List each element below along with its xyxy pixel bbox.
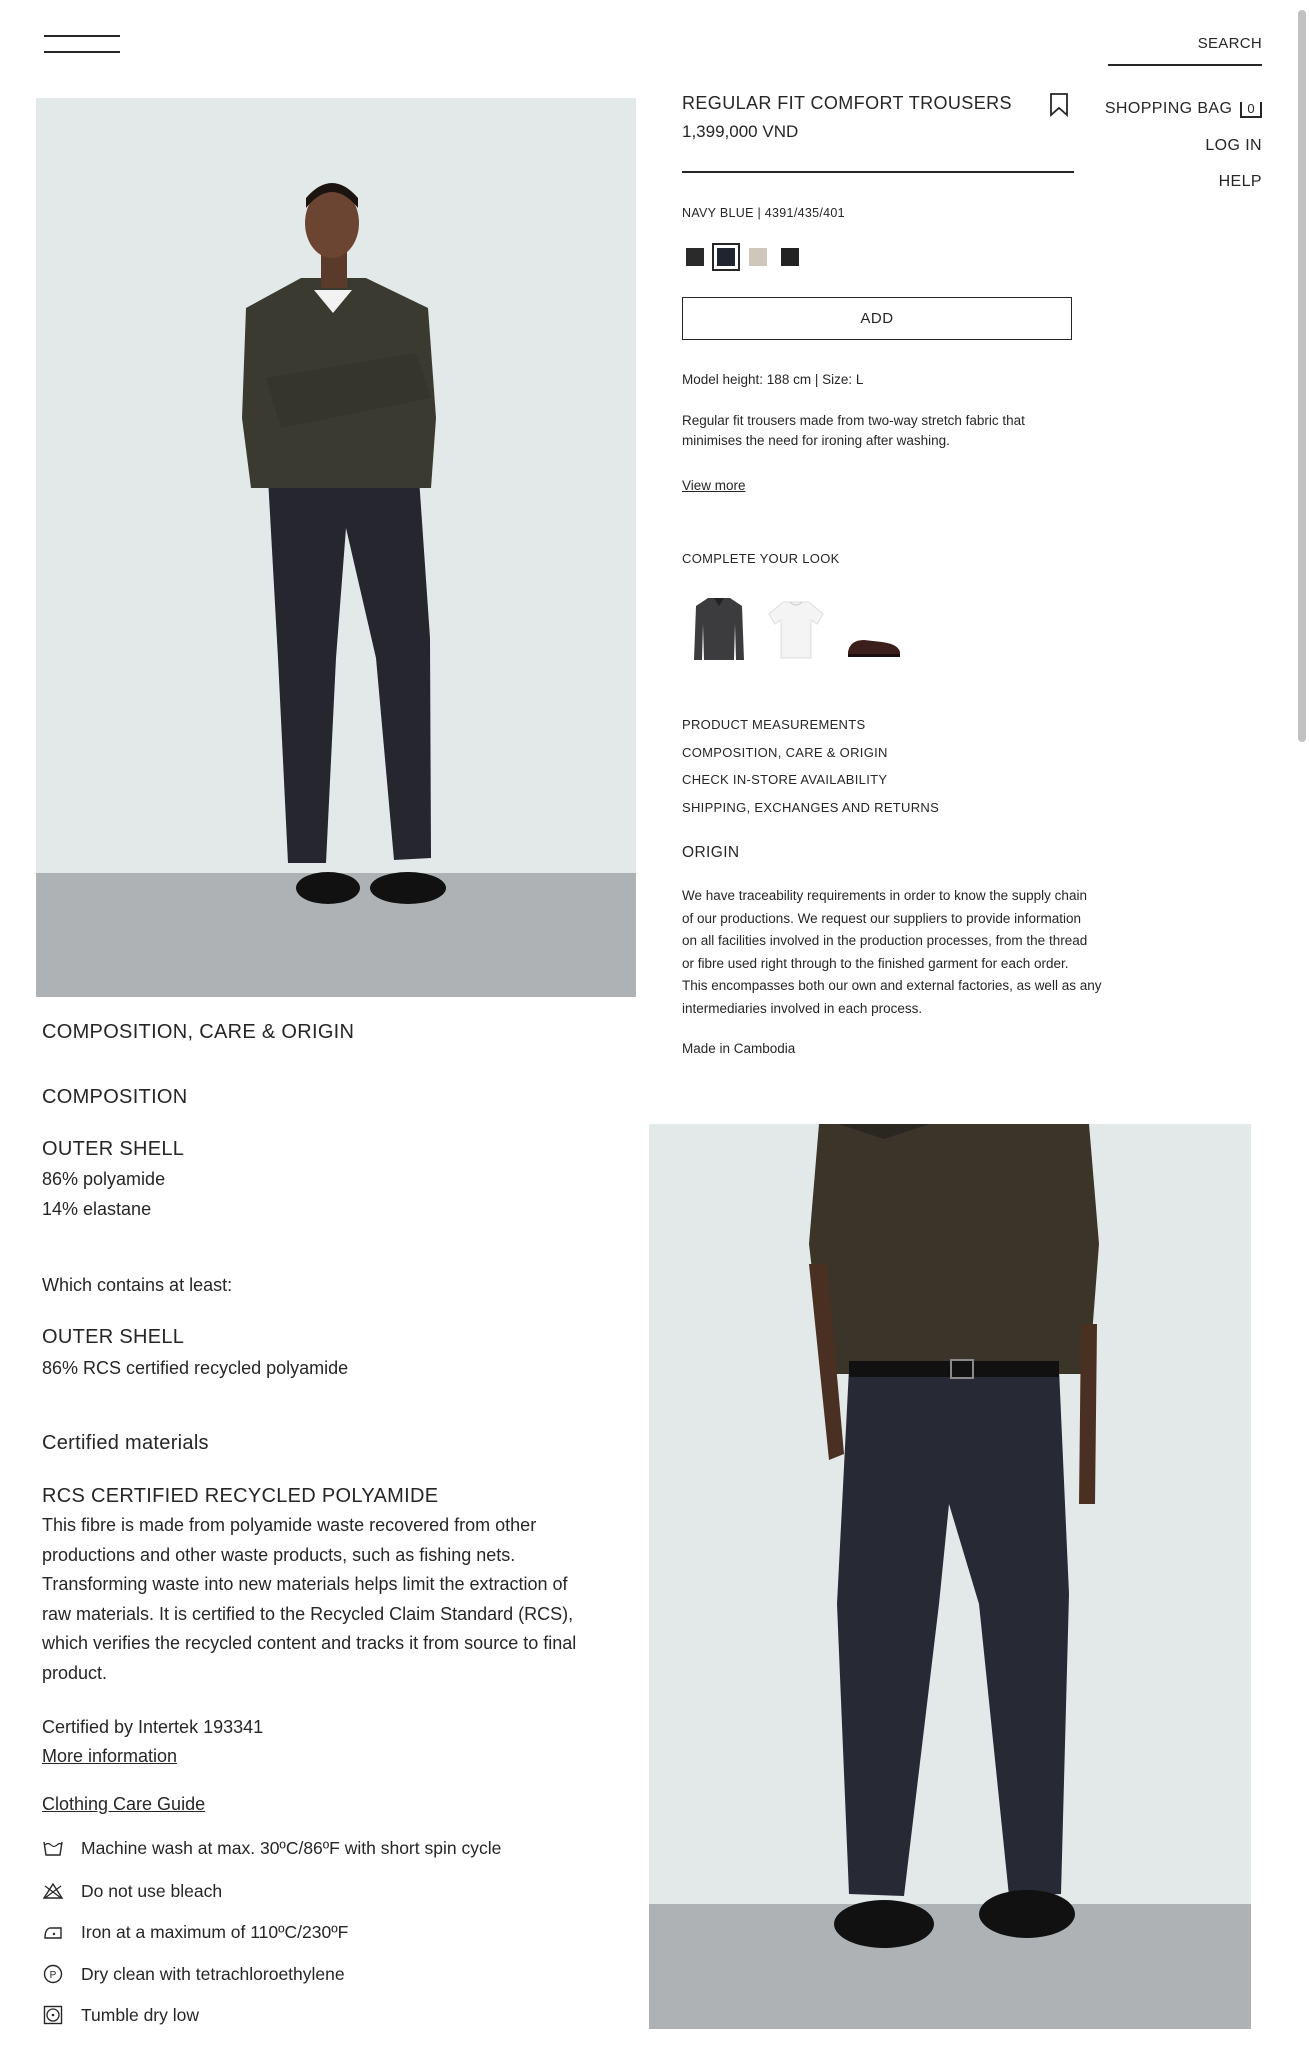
composition-heading: COMPOSITION (42, 1086, 188, 1108)
rcs-heading: RCS CERTIFIED RECYCLED POLYAMIDE (42, 1485, 439, 1507)
login-link[interactable]: LOG IN (1205, 137, 1262, 154)
composition-line-polyamide: 86% polyamide (42, 1169, 166, 1189)
origin-line: or fibre used right through to the finished garment for each order. (682, 955, 1069, 971)
origin-line: of our productions. We request our suppliers to provide information (682, 910, 1081, 926)
accordion-composition-care-origin[interactable]: COMPOSITION, CARE & ORIGIN (682, 745, 888, 760)
rcs-line: raw materials. It is certified to the Recycled Claim Standard (RCS), (42, 1603, 574, 1624)
search-field[interactable] (1108, 28, 1262, 66)
tshirt-icon (765, 590, 827, 670)
certified-by: Certified by Intertek 193341 (42, 1717, 264, 1737)
svg-text:P: P (49, 1970, 57, 1981)
description-line-1: Regular fit trousers made from two-way stretch fabric that (682, 413, 1025, 428)
care-row-dry-clean (42, 1961, 345, 1987)
care-label-bleach: Do not use bleach (81, 1880, 223, 1901)
accordion-shipping-returns[interactable]: SHIPPING, EXCHANGES AND RETURNS (682, 800, 940, 815)
swatch-black[interactable] (686, 248, 704, 266)
menu-button[interactable] (44, 28, 120, 58)
iron-icon (42, 1921, 64, 1943)
bag-count-badge: 0 (1240, 102, 1262, 118)
composition-line-elastane: 14% elastane (42, 1199, 152, 1219)
origin-line: This encompasses both our own and external factories, as well as any (682, 978, 1102, 994)
look-item-tshirt[interactable] (765, 590, 827, 670)
swatch-stone[interactable] (749, 248, 767, 266)
swatch-navy[interactable] (717, 248, 735, 266)
description-line-2: minimises the need for ironing after washing. (682, 433, 950, 448)
origin-line: intermediaries involved in each process. (682, 1000, 923, 1016)
product-title: REGULAR FIT COMFORT TROUSERS (682, 93, 1012, 113)
rcs-line: productions and other waste products, such as fishing nets. (42, 1544, 516, 1565)
help-link[interactable]: HELP (1218, 173, 1262, 190)
product-photo-main[interactable] (36, 98, 636, 997)
accordion-product-measurements[interactable]: PRODUCT MEASUREMENTS (682, 717, 866, 732)
look-item-shirt[interactable] (688, 590, 750, 670)
care-row-iron (42, 1919, 348, 1945)
product-photo-main-image (36, 98, 636, 997)
care-label-dry-clean: Dry clean with tetrachloroethylene (81, 1963, 345, 1984)
care-row-wash (42, 1835, 501, 1861)
bookmark-icon[interactable] (1047, 92, 1071, 118)
product-photo-detail-image (649, 1124, 1251, 2029)
search-label: SEARCH (1197, 35, 1262, 52)
origin-heading: ORIGIN (682, 844, 740, 861)
view-more-link[interactable]: View more (682, 478, 746, 493)
origin-line: We have traceability requirements in order to know the supply chain (682, 888, 1087, 903)
divider (682, 171, 1074, 173)
care-row-bleach (42, 1878, 222, 1904)
certified-materials-heading: Certified materials (42, 1432, 209, 1454)
care-label-iron: Iron at a maximum of 110ºC/230ºF (81, 1921, 349, 1942)
rcs-line: product. (42, 1662, 108, 1683)
contains-label: Which contains at least: (42, 1275, 233, 1295)
page-scrollbar[interactable] (1298, 10, 1306, 742)
complete-look-label: COMPLETE YOUR LOOK (682, 551, 840, 566)
more-information-link[interactable]: More information (42, 1746, 178, 1766)
care-label-wash: Machine wash at max. 30ºC/86ºF with short spin cycle (81, 1837, 502, 1858)
shoe-icon (842, 590, 904, 670)
rcs-line: Transforming waste into new materials helps limit the extraction of (42, 1574, 568, 1594)
model-info: Model height: 188 cm | Size: L (682, 372, 864, 387)
composition-section-title: COMPOSITION, CARE & ORIGIN (42, 1021, 355, 1043)
outer-shell-label: OUTER SHELL (42, 1138, 185, 1160)
shopping-bag-label: SHOPPING BAG (1104, 100, 1233, 117)
color-reference: NAVY BLUE | 4391/435/401 (682, 206, 845, 220)
accordion-check-store-availability[interactable]: CHECK IN-STORE AVAILABILITY (682, 772, 888, 787)
clothing-care-guide-link[interactable]: Clothing Care Guide (42, 1794, 206, 1814)
add-to-bag-button[interactable]: ADD (682, 297, 1072, 340)
rcs-line: This fibre is made from polyamide waste recovered from other (42, 1515, 537, 1535)
rcs-line: which verifies the recycled content and tracks it from source to final (42, 1633, 577, 1653)
no-bleach-icon (42, 1880, 64, 1902)
outer-shell-label-2: OUTER SHELL (42, 1326, 185, 1348)
shopping-bag-link[interactable] (1105, 100, 1262, 118)
product-price: 1,399,000 VND (682, 122, 799, 141)
recycled-line: 86% RCS certified recycled polyamide (42, 1358, 349, 1378)
product-photo-detail[interactable] (649, 1124, 1251, 2029)
care-label-tumble-dry: Tumble dry low (81, 2004, 199, 2025)
menu-line-top (44, 35, 120, 37)
origin-text (682, 885, 1142, 1021)
shirt-icon (688, 590, 750, 670)
look-item-shoes[interactable] (842, 590, 904, 670)
care-row-tumble-dry (42, 2002, 199, 2028)
wash-tub-icon (42, 1837, 64, 1859)
origin-line: on all facilities involved in the production processes, from the thread (682, 933, 1088, 949)
menu-line-bottom (44, 51, 120, 53)
made-in-text: Made in Cambodia (682, 1041, 796, 1056)
tumble-dry-icon (42, 2004, 64, 2026)
swatch-charcoal[interactable] (781, 248, 799, 266)
rcs-description (42, 1511, 612, 1688)
dry-clean-p-icon (42, 1963, 64, 1985)
